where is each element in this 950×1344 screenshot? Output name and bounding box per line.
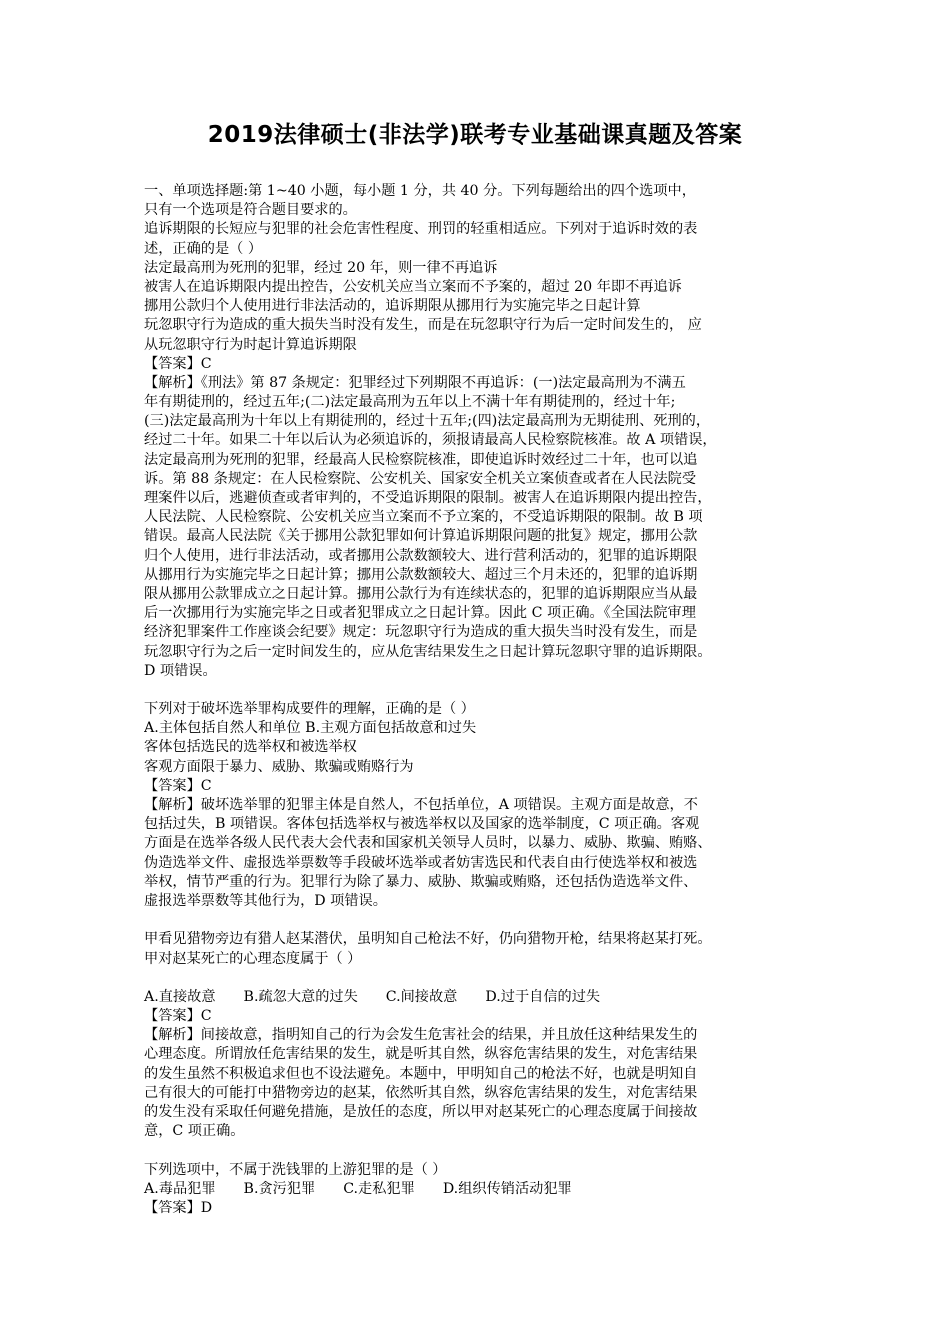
text-line: 【答案】C [144, 355, 212, 372]
explanation-line: 己有很大的可能打中猎物旁边的赵某，依然听其自然，纵容危害结果的发生，对危害结果 [144, 1084, 698, 1101]
text-line: 客观方面限于暴力、威胁、欺骗或贿赂行为 [144, 758, 414, 775]
question-1 [144, 182, 812, 681]
text-line: 下列对于破坏选举罪构成要件的理解，正确的是（ ） [144, 701, 475, 718]
explanation-line: 【答案】C [144, 1008, 212, 1025]
explanation-line: 心理态度。所谓放任危害结果的发生，就是听其自然，纵容危害结果的发生，对危害结果 [144, 1046, 698, 1063]
text-line: 客体包括选民的选举权和被选举权 [144, 739, 357, 756]
text-line: 从挪用行为实施完毕之日起计算；挪用公款数额较大、超过三个月未还的，犯罪的追诉期 [144, 566, 698, 583]
text-line: 法定最高刑为死刑的犯罪，经过 20 年，则一律不再追诉 [144, 259, 498, 276]
text-line: D 项错误。 [144, 662, 217, 679]
question-4 [144, 1161, 812, 1219]
explanation-line: 【答案】D [144, 1199, 213, 1216]
text-line: 诉。第 88 条规定：在人民检察院、公安机关、国家安全机关立案侦查或者在人民法院受 [144, 470, 697, 487]
text-line: 人民法院、人民检察院、公安机关应当立案而不予立案的，不受追诉期限的限制。故 B 项 [144, 509, 703, 526]
text-line: 【解析】《刑法》第 87 条规定：犯罪经过下列期限不再追诉：(一)法定最高刑为不满五 [144, 374, 686, 391]
blank-line [144, 911, 812, 930]
text-line: 述，正确的是（ ） [144, 240, 263, 257]
text-line: 经过二十年。如果二十年以后认为必须追诉的，须报请最高人民检察院核准。故 A 项错误， [144, 432, 717, 449]
text-line: 【解析】破坏选举罪的犯罪主体是自然人，不包括单位，A 项错误。主观方面是故意，不 [144, 797, 698, 813]
explanation-line: 【解析】间接故意，指明知自己的行为会发生危害社会的结果，并且放任这种结果发生的 [144, 1027, 698, 1044]
text-line: 理案件以后，逃避侦查或者审判的，不受追诉期限的限制。被害人在追诉期限内提出控告， [144, 490, 712, 506]
explanation-line: 的发生虽然不积极追求但也不设法避免。本题中，甲明知自己的枪法不好，也就是明知自 [144, 1065, 698, 1082]
option-b: B.贪污犯罪 [243, 1180, 316, 1197]
options-row [144, 1180, 812, 1199]
text-line: 挪用公款归个人使用进行非法活动的，追诉期限从挪用行为实施完毕之日起计算 [144, 298, 641, 315]
text-line: (三)法定最高刑为十年以上有期徒刑的，经过十五年;(四)法定最高刑为无期徒刑、死刑的， [144, 413, 711, 430]
text-line: 伪造选举文件、虚报选举票数等手段破坏选举或者妨害选民和代表自由行使选举权和被选 [144, 854, 698, 871]
text-line: 举权，情节严重的行为。犯罪行为除了暴力、威胁、欺骗或贿赂，还包括伪造选举文件、 [144, 873, 698, 890]
option-b: B.疏忽大意的过失 [243, 988, 358, 1005]
document-title: 2019法律硕士(非法学)联考专业基础课真题及答案 [207, 122, 743, 148]
explanation-line: 的发生没有采取任何避免措施，是放任的态度，所以甲对赵某死亡的心理态度属于间接故 [144, 1104, 698, 1120]
blank-line [144, 1141, 812, 1160]
question-3 [144, 930, 812, 1141]
text-line: 限从挪用公款罪成立之日起计算。挪用公款行为有连续状态的，犯罪的追诉期限应当从最 [144, 585, 698, 602]
text-line: 一、单项选择题:第 1~40 小题，每小题 1 分，共 40 分。下列每题给出的四个选项中， [144, 183, 696, 199]
text-line: 只有一个选项是符合题目要求的。 [144, 202, 357, 219]
question-stem-line: 甲看见猎物旁边有猎人赵某潜伏，虽明知自己枪法不好，仍向猎物开枪，结果将赵某打死。 [144, 931, 712, 948]
text-line: 玩忽职守行为造成的重大损失当时没有发生，而是在玩忽职守行为后一定时间发生的， 应 [144, 317, 702, 334]
option-d: D.组织传销活动犯罪 [442, 1180, 572, 1197]
text-line: 【答案】C [144, 777, 212, 794]
text-line: 方面是在选举各级人民代表大会代表和国家机关领导人员时，以暴力、威胁、欺骗、贿赂、 [144, 835, 712, 852]
option-d: D.过于自信的过失 [485, 988, 601, 1005]
text-line: 被害人在追诉期限内提出控告，公安机关应当立案而不予案的，超过 20 年即不再追诉 [144, 278, 682, 295]
option-a: A.毒品犯罪 [144, 1180, 216, 1197]
explanation-line: 意，C 项正确。 [144, 1123, 245, 1140]
text-line: 错误。最高人民法院《关于挪用公款犯罪如何计算追诉期限问题的批复》规定，挪用公款 [144, 528, 698, 545]
text-line: 经济犯罪案件工作座谈会纪要》规定：玩忽职守行为造成的重大损失当时没有发生，而是 [144, 624, 698, 641]
text-line: A.主体包括自然人和单位 B.主观方面包括故意和过失 [144, 720, 477, 737]
option-c: C.间接故意 [385, 988, 458, 1005]
text-line: 包括过失，B 项错误。客体包括选举权与被选举权以及国家的选举制度，C 项正确。客观 [144, 816, 700, 833]
options-row [144, 988, 812, 1007]
text-line: 归个人使用，进行非法活动，或者挪用公款数额较大、进行营利活动的，犯罪的追诉期限 [144, 547, 698, 564]
text-line: 追诉期限的长短应与犯罪的社会危害性程度、刑罚的轻重相适应。下列对于追诉时效的表 [144, 221, 698, 238]
text-line: 玩忽职守行为之后一定时间发生的，应从危害结果发生之日起计算玩忽职守罪的追诉期限。 [144, 643, 712, 660]
document-body [144, 182, 812, 1218]
blank-line [144, 681, 812, 700]
text-line: 从玩忽职守行为时起计算追诉期限 [144, 336, 357, 353]
option-c: C.走私犯罪 [343, 1180, 415, 1197]
question-stem-line: 甲对赵某死亡的心理态度属于（ ） [144, 950, 362, 967]
option-a: A.直接故意 [144, 988, 216, 1005]
question-2 [144, 700, 812, 911]
text-line: 后一次挪用行为实施完毕之日或者犯罪成立之日起计算。因此 C 项正确。《全国法院审理 [144, 605, 696, 622]
text-line: 虚报选举票数等其他行为，D 项错误。 [144, 892, 387, 909]
text-line: 年有期徒刑的，经过五年;(二)法定最高刑为五年以上不满十年有期徒刑的，经过十年; [144, 394, 676, 411]
text-line: 法定最高刑为死刑的犯罪，经最高人民检察院核准，即使追诉时效经过二十年，也可以追 [144, 451, 698, 468]
blank-line [144, 969, 812, 988]
question-stem-line: 下列选项中，不属于洗钱罪的上游犯罪的是（ ） [144, 1161, 447, 1178]
